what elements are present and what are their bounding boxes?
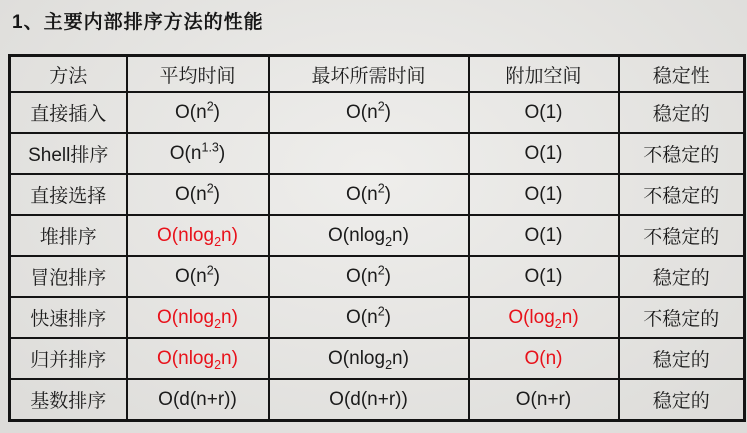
table-cell: 不稳定的	[619, 174, 745, 215]
table-cell: O(d(n+r))	[127, 379, 269, 421]
header-worst-time: 最坏所需时间	[269, 56, 469, 93]
table-cell: 稳定的	[619, 256, 745, 297]
table-cell	[269, 133, 469, 174]
header-stability: 稳定性	[619, 56, 745, 93]
table-row	[10, 174, 745, 215]
table-cell: O(1)	[469, 174, 619, 215]
table-row	[10, 215, 745, 256]
header-extra-space: 附加空间	[469, 56, 619, 93]
table-cell: 不稳定的	[619, 297, 745, 338]
table-row	[10, 92, 745, 133]
table-cell: 稳定的	[619, 92, 745, 133]
table-cell: O(1)	[469, 92, 619, 133]
table-cell: $O(n^2)$	[269, 174, 469, 215]
table-cell: 不稳定的	[619, 133, 745, 174]
page-title: 1、主要内部排序方法的性能	[12, 12, 264, 33]
table-cell: O(1)	[469, 215, 619, 256]
table-cell: $O(n^2)$	[127, 92, 269, 133]
header-method: 方法	[10, 56, 127, 93]
sorting-performance-table	[8, 54, 746, 422]
table-cell: 稳定的	[619, 338, 745, 379]
table-cell: O(nlog$_2$n)	[127, 338, 269, 379]
table-row	[10, 338, 745, 379]
table-body	[10, 92, 745, 421]
table-cell: 不稳定的	[619, 215, 745, 256]
table-cell: O(n)	[469, 338, 619, 379]
table-cell: 基数排序	[10, 379, 127, 421]
table-cell: O(nlog$_2$n)	[127, 297, 269, 338]
table-cell: O(nlog$_2$n)	[127, 215, 269, 256]
table-row	[10, 297, 745, 338]
table-row	[10, 133, 745, 174]
table-cell: Shell排序	[10, 133, 127, 174]
table-cell: 直接插入	[10, 92, 127, 133]
table-cell: O(d(n+r))	[269, 379, 469, 421]
table-cell: $O(n^2)$	[269, 92, 469, 133]
table-cell: $O(n^2)$	[127, 256, 269, 297]
table-cell: $O(n^2)$	[269, 256, 469, 297]
table-cell: O(nlog$_2$n)	[269, 215, 469, 256]
table-cell: O(1)	[469, 133, 619, 174]
table-cell: $O(n^2)$	[269, 297, 469, 338]
table-row	[10, 256, 745, 297]
table-cell: $O(\log_2n)$	[469, 297, 619, 338]
table-cell: O(n+r)	[469, 379, 619, 421]
table-cell: 冒泡排序	[10, 256, 127, 297]
table-cell: O(nlog$_2$n)	[269, 338, 469, 379]
table-cell: 稳定的	[619, 379, 745, 421]
table-cell: O(1)	[469, 256, 619, 297]
table-cell: 快速排序	[10, 297, 127, 338]
table-header-row	[10, 56, 745, 93]
table-row	[10, 379, 745, 421]
table-cell: 堆排序	[10, 215, 127, 256]
table-cell: $O(n^{1.3})$	[127, 133, 269, 174]
table-cell: 归并排序	[10, 338, 127, 379]
table-cell: $O(n^2)$	[127, 174, 269, 215]
table-cell: 直接选择	[10, 174, 127, 215]
header-average-time: 平均时间	[127, 56, 269, 93]
